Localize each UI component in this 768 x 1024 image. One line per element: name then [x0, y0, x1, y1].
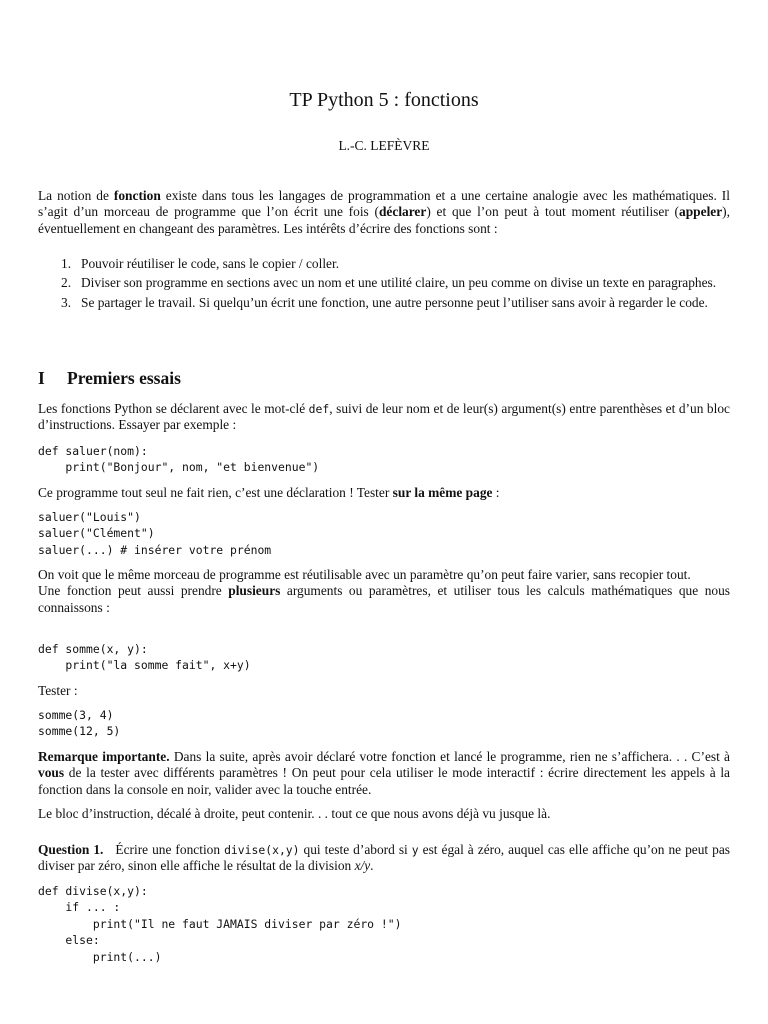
paragraph-tester-2: Tester : [38, 683, 78, 698]
code-block-saluer-calls: saluer("Louis") saluer("Clément") saluer(...) # insérer votre prénom [38, 510, 272, 557]
interests-list [38, 256, 730, 314]
paragraph-text: Dans la suite, après avoir déclaré votre fonction et lancé le programme, rien ne s’affichera. . . C’est à [169, 749, 731, 764]
inline-code: y [411, 843, 419, 857]
paragraph-text: On voit que le même morceau de programme est réutilisable avec un paramètre qu’on peut faire varier, sans recopier tout. [38, 567, 691, 582]
paragraph-text: Une fonction peut aussi prendre [38, 583, 229, 599]
code-block-saluer: def saluer(nom): print("Bonjour", nom, "et bienvenue") [38, 444, 320, 475]
intro-bold-appeler: appeler [679, 204, 723, 220]
intro-text: La notion de [38, 188, 114, 203]
list-item [38, 295, 730, 311]
code-block-somme: def somme(x, y): print("la somme fait", x+y) [38, 642, 251, 673]
document-title: TP Python 5 : fonctions [289, 89, 479, 111]
inline-code: divise(x,y) [224, 843, 300, 857]
intro-paragraph [38, 188, 730, 237]
code-block-divise: def divise(x,y): if ... : print("Il ne faut JAMAIS diviser par zéro !") else: print(...) [38, 884, 402, 964]
paragraph-text: arguments ou paramètres, et utiliser tous les calculs mathématiques que nous connaissons : [38, 583, 730, 615]
paragraph-text: de la tester avec différents paramètres ! On peut pour cela utiliser le mode interactif : écrire directement les appels à la fonction dans la console en noir, valider avec la touche entrée. [38, 765, 730, 797]
math-expression: x/y [354, 858, 371, 874]
list-item-number: 3. [61, 294, 72, 310]
code-block-somme-calls: somme(3, 4) somme(12, 5) [38, 708, 121, 739]
paragraph-bold: plusieurs [228, 583, 281, 599]
paragraph-text: est égal à zéro, auquel cas elle affiche qu’on ne peut pas diviser par zéro, sinon elle affiche le résultat de la division [38, 842, 730, 874]
paragraph-text: Écrire une fonction [115, 842, 225, 857]
list-item-text: Diviser son programme en sections avec un nom et une utilité claire, un peu comme on divise un texte en paragraphes. [81, 275, 717, 291]
intro-text: ), éventuellement en changeant des paramètres. Les intérêts d’écrire des fonctions sont : [38, 204, 730, 236]
paragraph-def-keyword [38, 401, 730, 434]
section-number: I [38, 368, 45, 388]
question-label: Question 1. [38, 842, 104, 857]
paragraph-bold: vous [38, 765, 65, 781]
paragraph-reuse [38, 567, 730, 616]
list-item-number: 2. [61, 275, 72, 291]
paragraph-text: : [492, 485, 500, 500]
intro-bold-declarer: déclarer [378, 204, 427, 220]
list-item-number: 1. [61, 256, 72, 271]
section-title: Premiers essais [67, 368, 181, 388]
remark-label: Remarque importante. [38, 749, 170, 764]
paragraph-text: Les fonctions Python se déclarent avec le mot-clé [38, 401, 309, 416]
document-author: L.-C. LEFÈVRE [338, 138, 430, 153]
paragraph-text: . [370, 858, 374, 874]
remark-paragraph [38, 749, 730, 798]
paragraph-text: , suivi de leur nom et de leur(s) argument(s) entre parenthèses et d’un bloc d’instructions. Essayer par exemple : [38, 401, 730, 433]
paragraph-bold: sur la même page [392, 485, 493, 500]
paragraph-text: qui teste d’abord si [299, 842, 412, 857]
inline-code: def [308, 402, 330, 416]
list-item-text: Pouvoir réutiliser le code, sans le copier / coller. [81, 256, 340, 271]
list-item [38, 275, 730, 291]
list-item [38, 256, 730, 272]
question-paragraph [38, 842, 730, 875]
paragraph-block: Le bloc d’instruction, décalé à droite, peut contenir. . . tout ce que nous avons déjà vu jusque là. [38, 806, 551, 821]
intro-bold-fonction: fonction [113, 188, 161, 203]
paragraph-text: Ce programme tout seul ne fait rien, c’est une déclaration ! Tester [38, 485, 393, 500]
intro-text: existe dans tous les langages de programmation et a une certaine analogie avec les mathématiques. Il s’agit d’un morceau de programme que l’on écrit une fois ( [38, 188, 730, 220]
intro-text: ) et que l’on peut à tout moment réutiliser ( [426, 204, 680, 220]
list-item-text: Se partager le travail. Si quelqu’un écrit une fonction, une autre personne peut l’utiliser sans avoir à regarder le code. [81, 294, 708, 310]
section-heading [38, 368, 181, 389]
paragraph-tester [38, 485, 730, 501]
